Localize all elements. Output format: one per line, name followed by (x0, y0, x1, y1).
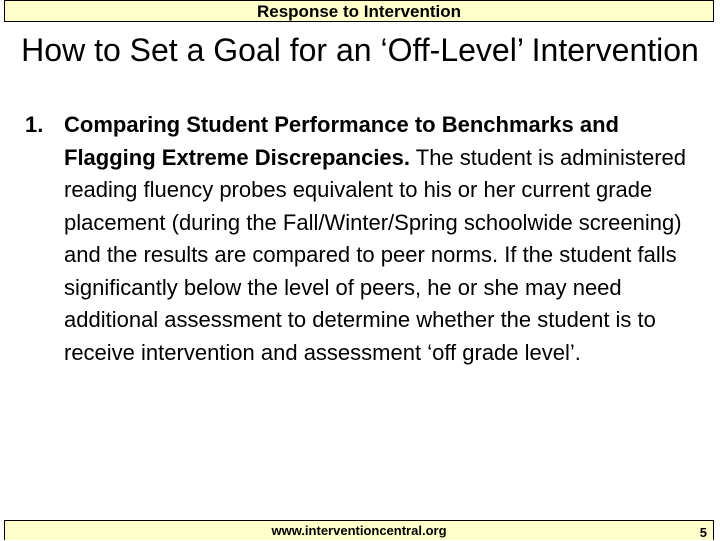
footer-bar (4, 520, 714, 540)
point-item (25, 109, 695, 369)
footer-url[interactable]: www.interventioncentral.org (271, 523, 447, 538)
header-bar (4, 0, 714, 22)
point-heading: Comparing Student Performance to Benchmarks and Flagging Extreme Discrepancies. (64, 112, 619, 170)
page-number: 5 (699, 525, 707, 540)
header-title: Response to Intervention (256, 2, 462, 21)
point-text: The student is administered reading fluency probes equivalent to his or her current grade placement (during the Fall/Winter/Spring schoolwide screening) and the results are compared to peer norms. If the student falls significantly below the level of peers, he or she may need additional assessment to determine whether the student is to receive intervention and assessment ‘off grade level’. (64, 144, 687, 365)
point-number: 1. (25, 112, 44, 137)
slide-title: How to Set a Goal for an ‘Off-Level’ Intervention (21, 32, 699, 68)
point-body (64, 109, 695, 369)
